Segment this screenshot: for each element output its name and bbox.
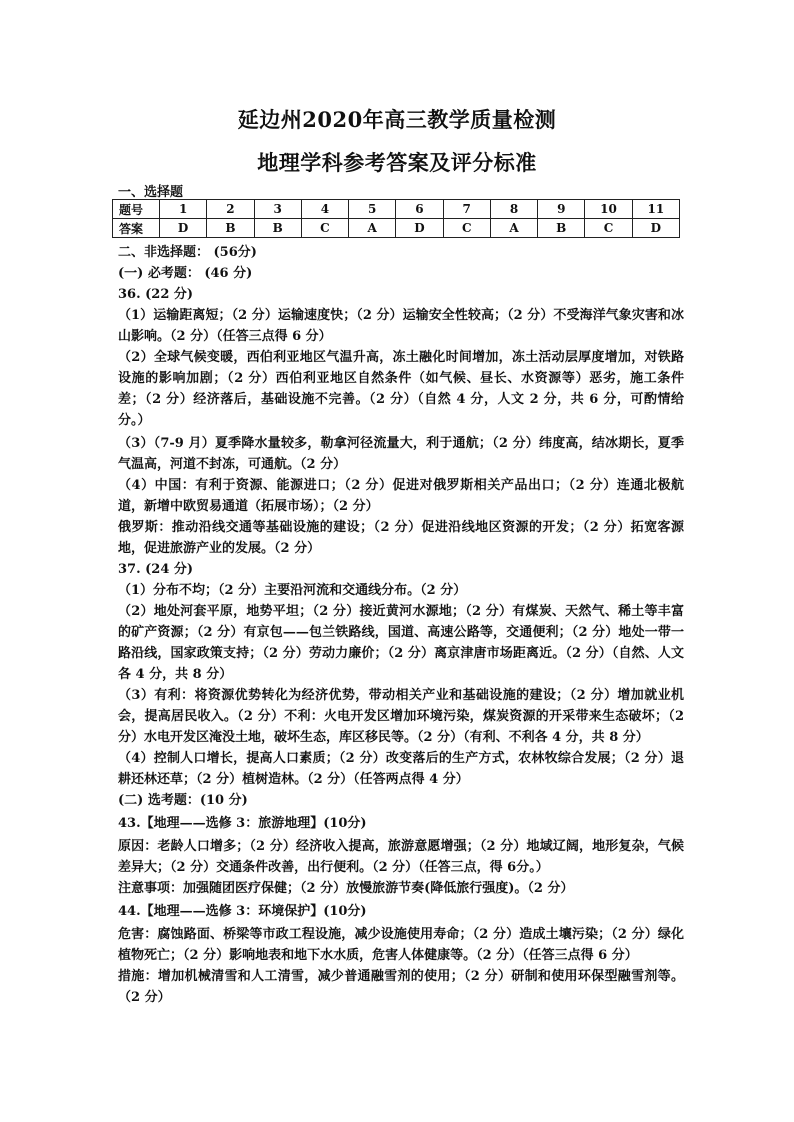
- subsection-heading-elective: (二) 选考题：(10 分): [118, 793, 248, 808]
- section-heading-nonchoice: 二、非选择题： (56分): [118, 245, 257, 260]
- subsection-heading-required: (一) 必考题： (46 分): [118, 266, 253, 281]
- answer-paragraph: （4）控制人口增长，提高人口素质；（2 分）改变落后的生产方式，农林牧综合发展；（2 分）退耕还林还草；（2 分）植树造林。（2 分）（任答两点得 4 分）: [118, 751, 684, 787]
- table-cell-number: 1: [160, 200, 207, 219]
- table-cell-answer: A: [490, 219, 537, 238]
- answer-paragraph: （1）运输距离短；（2 分）运输速度快；（2 分）运输安全性较高；（2 分）不受海洋气象灾害和冰山影响。（2 分）（任答三点得 6 分）: [118, 308, 684, 344]
- question-heading-36: 36. (22 分): [118, 287, 194, 302]
- answer-paragraph: （4）中国：有利于资源、能源进口；（2 分）促进对俄罗斯相关产品出口；（2 分）连通北极航道，新增中欧贸易通道（拓展市场）；（2 分）: [118, 478, 684, 514]
- question-heading-44: 44.【地理——选修 3：环境保护】(10分): [118, 904, 367, 919]
- section-heading-choice: 一、选择题: [118, 185, 184, 200]
- answer-content: [118, 242, 684, 1008]
- table-header-cell: 答案: [113, 219, 160, 238]
- answer-paragraph: （1）分布不均；（2 分）主要沿河流和交通线分布。（2 分）: [118, 583, 467, 598]
- table-cell-number: 5: [349, 200, 396, 219]
- table-cell-answer: C: [443, 219, 490, 238]
- answer-paragraph: 原因：老龄人口增多；（2 分）经济收入提高，旅游意愿增强；（2 分）地域辽阔，地形复杂，气候差异大；（2 分）交通条件改善，出行便利。（2 分）（任答三点，得 6分。）: [118, 839, 684, 875]
- table-cell-answer: B: [207, 219, 254, 238]
- table-row-numbers: [113, 200, 680, 219]
- table-cell-answer: D: [160, 219, 207, 238]
- table-cell-number: 7: [443, 200, 490, 219]
- table-header-cell: 题号: [113, 200, 160, 219]
- question-heading-37: 37. (24 分): [118, 562, 194, 577]
- table-cell-number: 2: [207, 200, 254, 219]
- table-cell-number: 4: [301, 200, 348, 219]
- table-cell-answer: B: [254, 219, 301, 238]
- table-cell-number: 11: [632, 200, 679, 219]
- page-title: 延边州2020年高三教学质量检测: [237, 107, 557, 132]
- table-cell-answer: D: [396, 219, 443, 238]
- table-cell-number: 9: [538, 200, 585, 219]
- answer-paragraph: 注意事项：加强随团医疗保健；（2 分）放慢旅游节奏(降低旅行强度)。（2 分）: [118, 881, 574, 896]
- table-cell-number: 10: [585, 200, 632, 219]
- table-row-answers: [113, 219, 680, 238]
- question-heading-43: 43.【地理——选修 3：旅游地理】(10分): [118, 816, 367, 831]
- table-cell-number: 8: [490, 200, 537, 219]
- table-cell-answer: D: [632, 219, 679, 238]
- table-cell-answer: B: [538, 219, 585, 238]
- answer-paragraph: （2）地处河套平原，地势平坦；（2 分）接近黄河水源地；（2 分）有煤炭、天然气、稀土等丰富的矿产资源；（2 分）有京包——包兰铁路线，国道、高速公路等，交通便利；（2 分）地处一带一路沿线，国家政策支持；（2 分）劳动力廉价；（2 分）离京津唐市场距离近。（2 分）（自然、人文各 4 分，共 8 分）: [118, 604, 684, 682]
- answer-paragraph: 危害：腐蚀路面、桥梁等市政工程设施，减少设施使用寿命；（2 分）造成土壤污染；（2 分）绿化植物死亡；（2 分）影响地表和地下水水质，危害人体健康等。（2 分）（任答三点得 6 分）: [118, 927, 684, 963]
- table-cell-answer: A: [349, 219, 396, 238]
- answer-paragraph: （2）全球气候变暖，西伯利亚地区气温升高，冻土融化时间增加，冻土活动层厚度增加，对铁路设施的影响加剧；（2 分）西伯利亚地区自然条件（如气候、昼长、水资源等）恶劣，施工条件差；（2 分）经济落后，基础设施不完善。（2 分）（自然 4 分，人文 2 分，共 6 分，可酌情给分。）: [118, 350, 684, 428]
- table-cell-number: 3: [254, 200, 301, 219]
- table-cell-answer: C: [301, 219, 348, 238]
- answer-table: [112, 199, 680, 238]
- answer-paragraph: 措施：增加机械清雪和人工清雪，减少普通融雪剂的使用；（2 分）研制和使用环保型融雪剂等。（2 分）: [118, 969, 684, 1005]
- table-cell-answer: C: [585, 219, 632, 238]
- page-subtitle: 地理学科参考答案及评分标准: [257, 150, 537, 175]
- answer-paragraph: 俄罗斯：推动沿线交通等基础设施的建设；（2 分）促进沿线地区资源的开发；（2 分）拓宽客源地，促进旅游产业的发展。（2 分）: [118, 520, 684, 556]
- answer-paragraph: （3）（7-9 月）夏季降水量较多，勒拿河径流量大，利于通航；（2 分）纬度高，结冰期长，夏季气温高，河道不封冻，可通航。（2 分）: [118, 436, 684, 472]
- answer-paragraph: （3）有利：将资源优势转化为经济优势，带动相关产业和基础设施的建设；（2 分）增加就业机会，提高居民收入。（2 分）不利：火电开发区增加环境污染，煤炭资源的开采带来生态破坏；（2 分）水电开发区淹没土地，破坏生态，库区移民等。（2 分）（有利、不利各 4 分，共 8 分）: [118, 688, 684, 745]
- table-cell-number: 6: [396, 200, 443, 219]
